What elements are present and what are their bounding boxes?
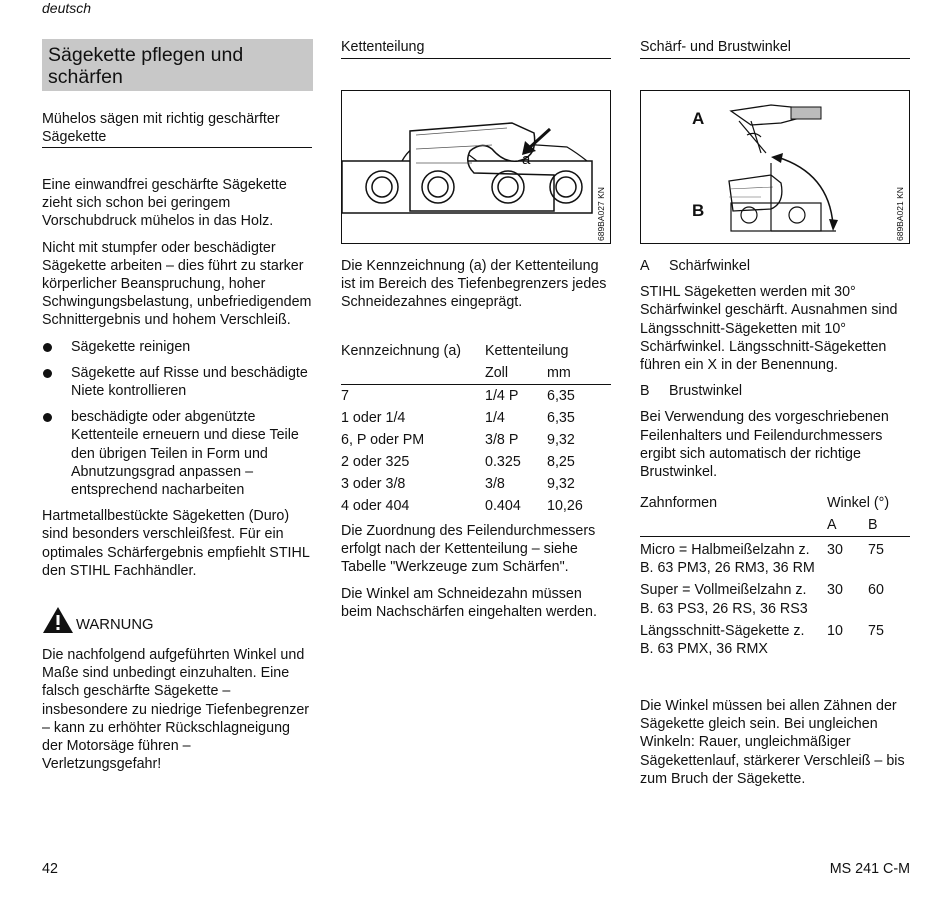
table-cell: Super = Vollmeißelzahn z. B. 63 PS3, 26 RS, 36 RS3	[640, 582, 808, 617]
col2-body	[341, 522, 611, 621]
pitch-table	[341, 340, 611, 517]
table-cell: 3/8 P	[485, 432, 519, 448]
paragraph-angles: Die Winkel am Schneidezahn müssen beim Nachschärfen eingehalten werden.	[341, 585, 597, 620]
table-row	[341, 473, 611, 495]
table-row	[341, 495, 611, 517]
paragraph-equal-angles: Die Winkel müssen bei allen Zähnen der Sägekette gleich sein. Bei ungleichen Winkeln: Rauer, ungleichmäßiger Sägekettenlauf, stärkerer Verschleiß – bis zum Bruch der Sägekette.	[640, 698, 905, 787]
table-cell: 75	[868, 622, 884, 639]
item-a	[640, 257, 910, 275]
header-text: )	[456, 343, 462, 359]
table-cell: 60	[868, 582, 884, 599]
table-cell: 8,25	[547, 454, 575, 470]
angle-table	[640, 492, 910, 658]
figure-code: 689BA021 KN	[895, 187, 905, 241]
table-cell: 3 oder 3/8	[341, 476, 406, 492]
model-name: MS 241 C-M	[829, 861, 910, 877]
table-row	[640, 618, 910, 658]
warning-heading	[42, 606, 312, 634]
table-cell: 30	[827, 542, 843, 558]
page-number: 42	[42, 861, 58, 877]
warning-body: Die nachfolgend aufgeführten Winkel und Maße sind unbedingt einzuhalten. Eine falsch geschärfte Sägekette – insbesondere zu niedrige Tiefenbegrenzer – kann zu erhöhter Rückschlagneigung der Motorsäge führen –	[42, 647, 310, 755]
paragraph-file-diameter: Die Zuordnung des Feilendurchmessers erfolgt nach der Kettenteilung – siehe Tabelle "Werkzeuge zum Schärfen".	[341, 523, 596, 576]
header-cell: Zahnformen	[640, 495, 718, 511]
paragraph-marking	[341, 257, 611, 312]
table-cell: 9,32	[547, 432, 575, 448]
unit-cell: A	[827, 517, 837, 533]
table-cell: 0.404	[485, 498, 521, 514]
subheading: Mühelos sägen mit richtig geschärfter Sägekette	[42, 110, 312, 148]
item-label: Schärfwinkel	[669, 258, 751, 274]
unit-cell: Zoll	[485, 365, 509, 381]
table-cell: 30	[827, 582, 843, 599]
angles-illustration	[641, 91, 908, 242]
table-cell: 1 oder 1/4	[341, 410, 406, 426]
header-cell: Winkel (°)	[827, 495, 890, 511]
table-cell: 1/4 P	[485, 388, 519, 404]
table-row	[341, 451, 611, 473]
table-cell: 4 oder 404	[341, 498, 410, 514]
warning-end: !	[157, 756, 162, 773]
figure-label-a: A	[692, 109, 705, 128]
table-cell: 3/8	[485, 476, 505, 492]
table-row	[640, 577, 910, 617]
table-cell: 6, P oder PM	[341, 432, 425, 448]
table-cell: Längsschnitt-Sägekette z. B. 63 PMX, 36 RMX	[640, 622, 805, 658]
paragraph-sharpening-angle: STIHL Sägeketten werden mit 30° Schärfwinkel geschärft. Ausnahmen sind Längsschnitt-Sägeketten mit 10° Schärfwinkel. Längsschnitt-Sägeketten führen ein X in der Benennung.	[640, 284, 898, 374]
table-cell: 6,35	[547, 410, 575, 426]
section-title-box	[42, 39, 313, 91]
column-heading-pitch: Kettenteilung	[341, 38, 611, 59]
table-cell: 10	[827, 622, 843, 639]
language-label: deutsch	[42, 0, 92, 16]
table-row	[640, 537, 910, 578]
col3-body	[640, 257, 910, 481]
warning-text	[42, 646, 312, 773]
table-unit-row	[640, 514, 910, 537]
table-unit-row	[341, 362, 611, 385]
section-title: Sägekette pflegen und schärfen	[48, 44, 244, 88]
paragraph-sharp-chain: Eine einwandfrei geschärfte Sägekette zieht sich schon bei geringem Vorschubdruck mühelos in das Holz.	[42, 177, 287, 230]
warning-label: WARNUNG	[76, 616, 154, 633]
table-cell: 9,32	[547, 476, 575, 492]
figure-sharpening-angles	[640, 90, 910, 244]
unit-cell	[640, 514, 827, 537]
col1-body	[42, 176, 312, 580]
figure-code: 689BA027 KN	[596, 187, 606, 241]
warning-emphasis: Verletzungsgefahr	[42, 756, 158, 773]
figure-label-a: a	[522, 151, 531, 168]
paragraph-rake-angle: Bei Verwendung des vorgeschriebenen Feilenhalters und Feilendurchmessers ergibt sich automatisch der richtige Brustwinkel.	[640, 409, 889, 481]
unit-cell	[341, 362, 485, 385]
table-cell: 2 oder 325	[341, 454, 410, 470]
table-cell: 1/4	[485, 410, 505, 426]
table-row	[341, 385, 611, 408]
table-header-row	[640, 492, 910, 514]
paragraph-dull-chain: Nicht mit stumpfer oder beschädigter Sägekette arbeiten – dies führt zu starker körperlicher Beanspruchung, hoher Schwingungsbelastung, unbefriedigendem Schnittergebnis und hohem Verschleiß.	[42, 239, 312, 329]
table-row	[341, 429, 611, 451]
para-text: ) der Kettenteilung ist im Bereich des Tiefenbegrenzers jedes Schneidezahnes eingeprägt.	[341, 258, 607, 311]
figure-label-b: B	[692, 201, 705, 220]
list-item: Sägekette reinigen	[42, 338, 312, 356]
para-text: Die Kennzeichnung (	[341, 258, 474, 274]
header-text: Kennzeichnung (	[341, 343, 449, 359]
list-item: Sägekette auf Risse und beschädigte Niete kontrollieren	[42, 364, 312, 400]
table-cell: Micro = Halbmeißelzahn z. B. 63 PM3, 26 RM3, 36 RM	[640, 542, 815, 577]
table-cell: 7	[341, 388, 349, 404]
table-row	[341, 407, 611, 429]
table-cell: 75	[868, 542, 884, 558]
para-mark: a	[473, 258, 482, 274]
table-header-row	[341, 340, 611, 362]
unit-cell: B	[868, 517, 878, 533]
paragraph-duro: Hartmetallbestückte Sägeketten (Duro) sind besonders verschleißfest. Für ein optimales Schärfergebnis empfiehlt STIHL den STIHL Fachhändler.	[42, 508, 310, 579]
maintenance-list	[42, 338, 312, 500]
table-cell: 0.325	[485, 454, 521, 470]
table-cell: 6,35	[547, 388, 575, 404]
item-letter: A	[640, 258, 650, 274]
warning-triangle-icon	[42, 606, 74, 634]
item-b	[640, 382, 910, 400]
item-letter: B	[640, 383, 650, 400]
figure-chain-pitch	[341, 90, 611, 244]
header-cell	[341, 340, 485, 362]
chain-pitch-illustration	[342, 91, 609, 242]
column-heading-angles: Schärf- und Brustwinkel	[640, 38, 910, 59]
item-label: Brustwinkel	[669, 383, 743, 400]
header-mark: a	[448, 343, 457, 359]
list-item: beschädigte oder abgenützte Kettenteile erneuern und diese Teile den übrigen Teilen in Form und Abnutzungsgrad anpassen – entsprechend nacharbeiten	[42, 408, 312, 499]
unit-cell: mm	[547, 365, 571, 381]
table-cell: 10,26	[547, 498, 583, 514]
header-cell: Kettenteilung	[485, 343, 569, 359]
